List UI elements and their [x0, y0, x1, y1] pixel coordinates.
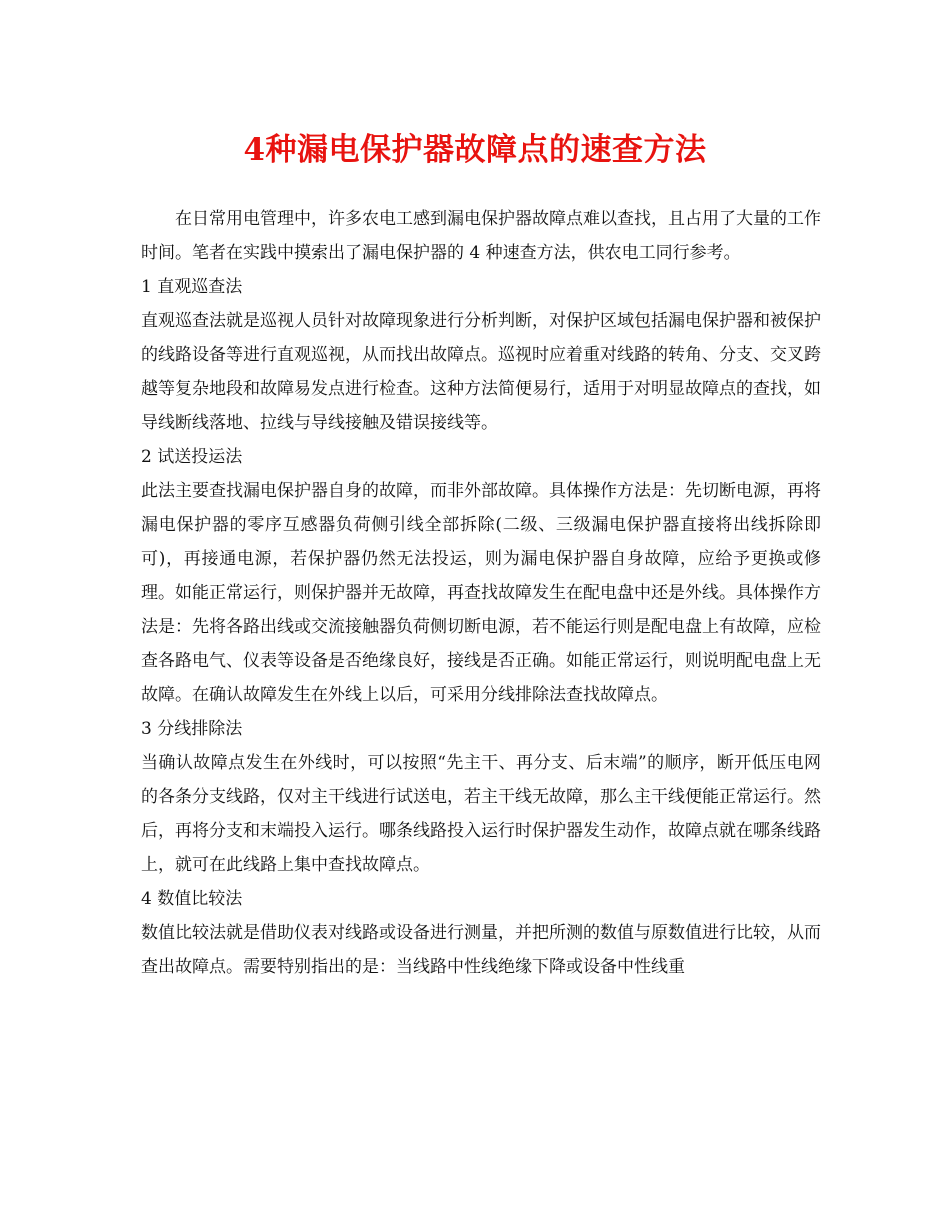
intro-paragraph: 在日常用电管理中，许多农电工感到漏电保护器故障点难以查找，且占用了大量的工作时间。笔者在实践中摸索出了漏电保护器的 4 种速查方法，供农电工同行参考。	[141, 209, 821, 263]
section-paragraph: 此法主要查找漏电保护器自身的故障，而非外部故障。具体操作方法是：先切断电源，再将漏电保护器的零序互感器负荷侧引线全部拆除(二级、三级漏电保护器直接将出线拆除即可)，再接通电源，若保护器仍然无法投运，则为漏电保护器自身故障，应给予更换或修理。如能正常运行，则保护器并无故障，再查找故障发生在配电盘中还是外线。具体操作方法是：先将各路出线或交流接触器负荷侧切断电源，若不能运行则是配电盘上有故障，应检查各路电气、仪表等设备是否绝缘良好，接线是否正确。如能正常运行，则说明配电盘上无故障。在确认故障发生在外线上以后，可采用分线排除法查找故障点。	[141, 481, 821, 705]
section-3	[141, 712, 821, 882]
section-paragraph: 当确认故障点发生在外线时，可以按照“先主干、再分支、后末端”的顺序，断开低压电网的各条分支线路，仅对主干线进行试送电，若主干线无故障，那么主干线便能正常运行。然后，再将分支和末端投入运行。哪条线路投入运行时保护器发生动作，故障点就在哪条线路上，就可在此线路上集中查找故障点。	[141, 753, 821, 875]
section-2	[141, 440, 821, 712]
section-4	[141, 882, 821, 984]
section-paragraph: 直观巡查法就是巡视人员针对故障现象进行分析判断，对保护区域包括漏电保护器和被保护的线路设备等进行直观巡视，从而找出故障点。巡视时应着重对线路的转角、分支、交叉跨越等复杂地段和故障易发点进行检查。这种方法简便易行，适用于对明显故障点的查找，如导线断线落地、拉线与导线接触及错误接线等。	[141, 311, 821, 433]
document-body	[141, 202, 821, 984]
section-1	[141, 270, 821, 440]
section-heading: 3 分线排除法	[141, 719, 243, 739]
section-heading: 1 直观巡查法	[141, 277, 243, 297]
section-heading: 4 数值比较法	[141, 889, 243, 909]
section-paragraph: 数值比较法就是借助仪表对线路或设备进行测量，并把所测的数值与原数值进行比较，从而查出故障点。需要特别指出的是：当线路中性线绝缘下降或设备中性线重	[141, 923, 821, 977]
section-heading: 2 试送投运法	[141, 447, 243, 467]
document-title: 4种漏电保护器故障点的速查方法	[243, 132, 707, 168]
